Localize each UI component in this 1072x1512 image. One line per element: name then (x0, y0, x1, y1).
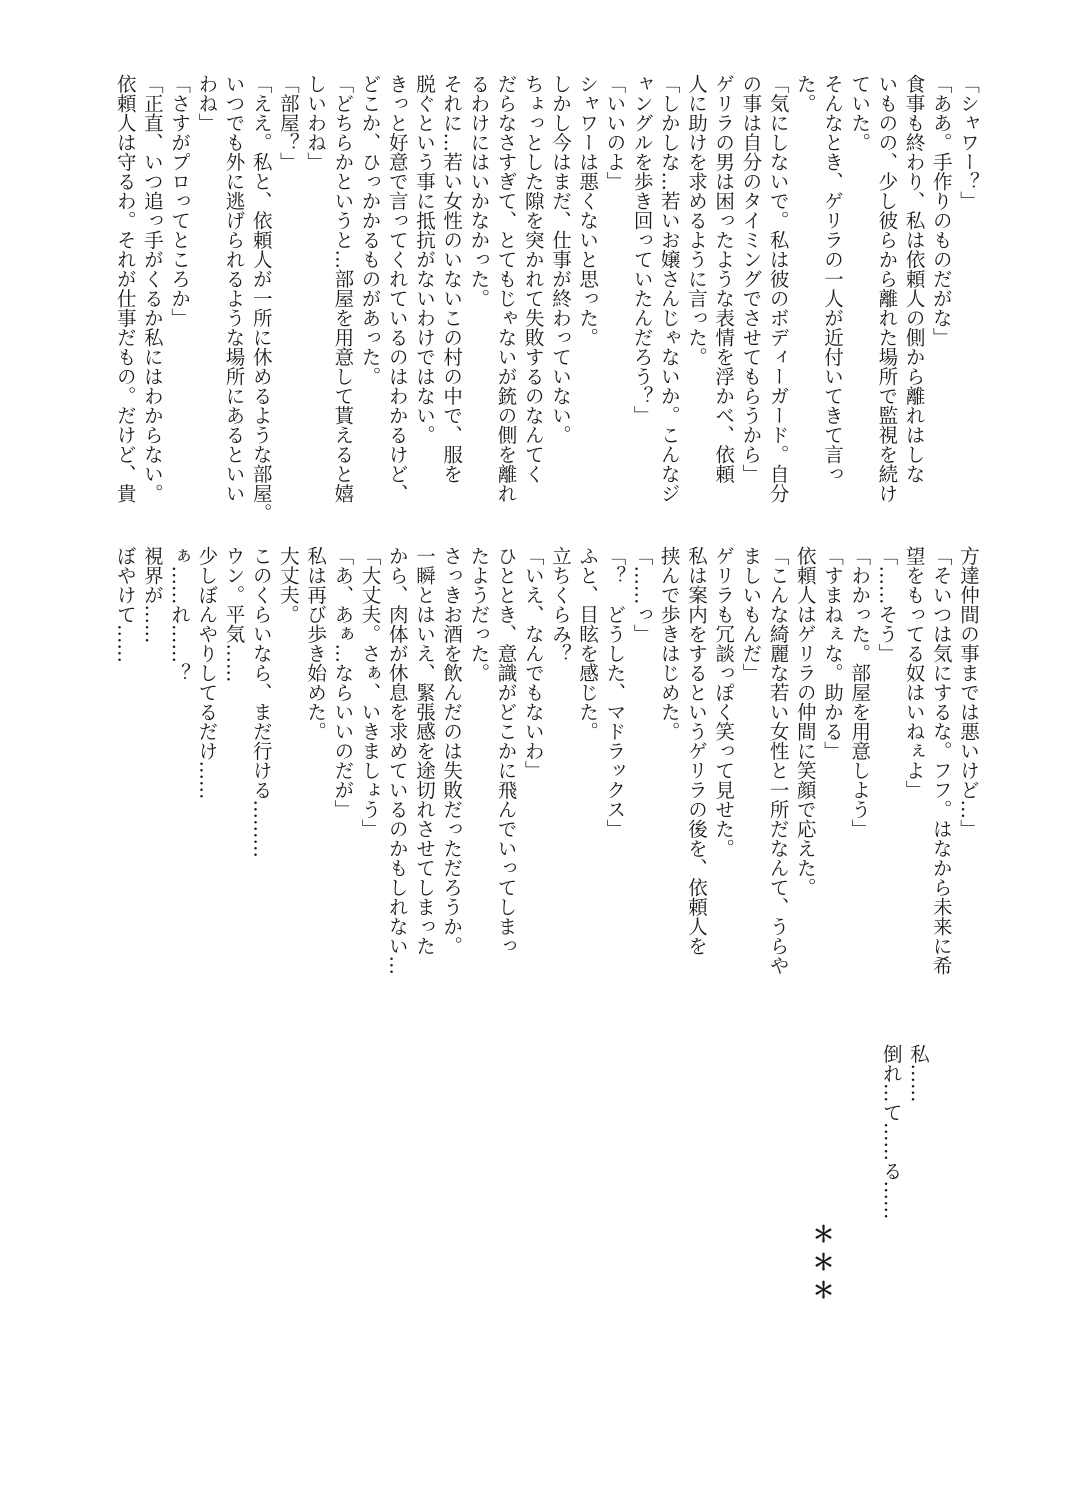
text-line: ぼやけて…… (113, 546, 137, 663)
text-line: ぁ……れ……？ (168, 546, 192, 683)
text-line: いものの、少し彼らから離れた場所で監視を続け (875, 74, 899, 503)
text-line: 「ええ。私と、依頼人が一所に休めるような部屋。 (249, 74, 273, 523)
text-line: 脱ぐという事に抵抗がないわけではない。 (412, 74, 436, 445)
text-line: ひととき、意識がどこかに飛んでいってしまっ (494, 546, 518, 956)
text-line: 挟んで歩きはじめた。 (657, 546, 681, 741)
text-line: 望をもってる奴はいねぇよ」 (902, 546, 926, 800)
text-line: 「そいつは気にするな。フフ。はなから未来に希 (929, 546, 953, 975)
text-line: 「あ、あぁ…ならいいのだが」 (331, 546, 355, 819)
text-line: ふと、目眩を感じた。 (576, 546, 600, 741)
text-line: それに…若い女性のいないこの村の中で、服を (440, 74, 464, 484)
text-line: 依頼人はゲリラの仲間に笑顔で応えた。 (793, 546, 817, 897)
text-line: 「こんな綺麗な若い女性と一所だなんて、うらや (766, 546, 790, 975)
text-line: の事は自分のタイミングでさせてもらうから」 (739, 74, 763, 484)
text-line: いつでも外に逃げられるような場所にあるといい (222, 74, 246, 503)
text-line: しかし今はまだ、仕事が終わっていない。 (548, 74, 572, 445)
text-line: 一瞬とはいえ、緊張感を途切れさせてしまった (412, 546, 436, 956)
text-line: ちょっとした隙を突かれて失敗するのなんてく (521, 74, 545, 484)
text-line: 私は案内をするというゲリラの後を、依頼人を (684, 546, 708, 956)
text-line: 依頼人は守るわ。それが仕事だもの。だけど、貴 (113, 74, 137, 503)
closing-text-line: 私…… (907, 1044, 930, 1103)
text-line: た。 (793, 74, 817, 113)
text-line: 「部屋？」 (276, 74, 300, 172)
text-line: 「わかった。部屋を用意しよう」 (848, 546, 872, 839)
text-line: だらなさすぎて、とてもじゃないが銃の側を離れ (494, 74, 518, 503)
closing-text-line: 倒れ…て……る…… (879, 1044, 903, 1220)
text-line: わね」 (195, 74, 219, 133)
text-line: 「さすがプロってところか」 (168, 74, 192, 328)
text-line: 大丈夫。 (276, 546, 300, 624)
upper-text-block (62, 74, 982, 522)
text-line: どこか、ひっかかるものがあった。 (358, 74, 382, 386)
text-line: 立ちくらみ？ (548, 546, 572, 663)
text-line: きっと好意で言ってくれているのはわかるけど、 (385, 74, 409, 503)
text-line: ゲリラも冗談っぽく笑って見せた。 (712, 546, 736, 858)
line-spacer (84, 546, 111, 1170)
text-line: 食事も終わり、私は依頼人の側から離れはしな (902, 74, 926, 484)
text-line: るわけにはいかなかった。 (467, 74, 491, 308)
text-line: そんなとき、ゲリラの一人が近付いてきて言っ (820, 74, 844, 484)
text-line: 「シャワー？」 (957, 74, 980, 211)
text-line: ャングルを歩き回っていたんだろう？」 (630, 74, 654, 425)
text-line: 「……そう」 (875, 546, 899, 663)
text-line: さっきお酒を飲んだのは失敗だっただろうか。 (440, 546, 464, 956)
text-line: 私は再び歩き始めた。 (304, 546, 328, 741)
text-line: 「……っ」 (630, 546, 654, 644)
text-line: しいわね」 (304, 74, 328, 172)
text-line: 「すまねぇな。助かる」 (820, 546, 844, 761)
text-line: 少しぼんやりしてるだけ…… (195, 546, 219, 800)
text-line: ましいもんだ」 (739, 546, 763, 683)
text-line: ゲリラの男は困ったような表情を浮かべ、依頼 (712, 74, 736, 484)
closing-text-block (862, 1044, 932, 1220)
text-line: 方達仲間の事までは悪いけど…」 (957, 546, 980, 839)
section-break-mark: ＊＊＊ (809, 1223, 835, 1307)
text-line: 「？ どうした、マドラックス」 (603, 546, 627, 839)
text-line: このくらいなら、まだ行ける……… (249, 546, 273, 858)
text-line: 視界が…… (140, 546, 164, 644)
text-line: たようだった。 (467, 546, 491, 683)
text-line: 「ああ。手作りのものだがな」 (929, 74, 953, 347)
text-line: 「いえ、なんでもないわ」 (521, 546, 545, 780)
text-line: ていた。 (848, 74, 872, 152)
text-line: ウン。平気…… (222, 546, 246, 683)
text-line: 「いいのよ」 (603, 74, 627, 191)
text-line: 「どちらかというと…部屋を用意して貰えると嬉 (331, 74, 355, 503)
line-spacer (57, 546, 84, 1170)
text-line: シャワーは悪くないと思った。 (576, 74, 600, 347)
text-line: 人に助けを求めるように言った。 (684, 74, 708, 367)
text-line: 「気にしないで。私は彼のボディーガード。自分 (766, 74, 790, 503)
text-line: から、肉体が休息を求めているのかもしれない… (385, 546, 409, 975)
text-line: 「大丈夫。さぁ、いきましょう」 (358, 546, 382, 839)
text-line: 「正直、いつ追っ手がくるか私にはわからない。 (140, 74, 164, 503)
text-line: 「しかしな…若いお嬢さんじゃないか。こんなジ (657, 74, 681, 503)
